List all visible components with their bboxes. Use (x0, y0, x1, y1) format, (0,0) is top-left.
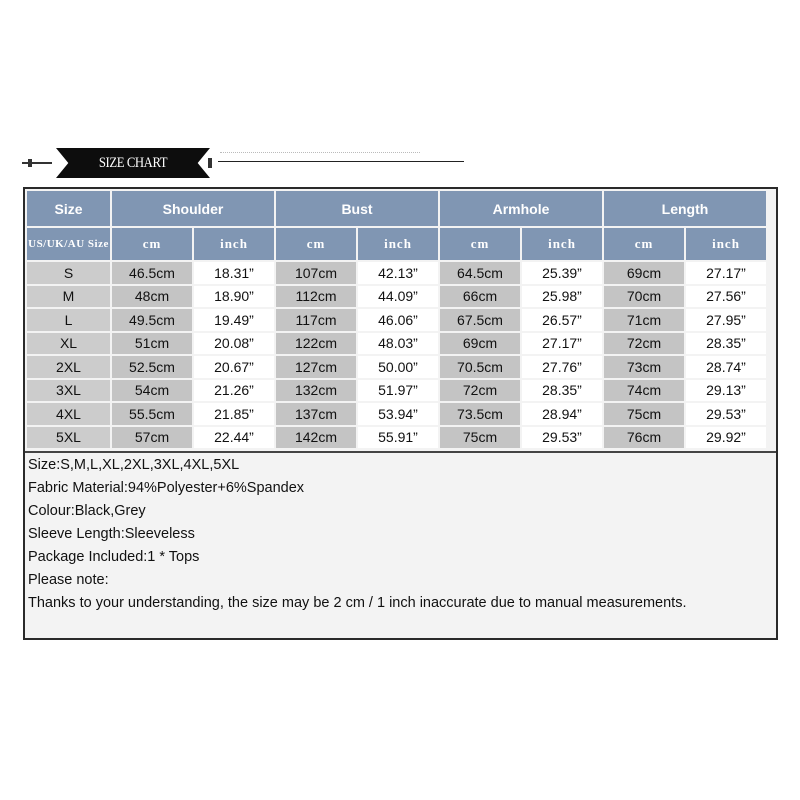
cm-value-cell: 73.5cm (440, 403, 520, 425)
table-row (27, 403, 766, 425)
inch-value-cell: 22.44” (194, 427, 274, 449)
length-header: Length (604, 191, 766, 226)
inch-value-cell: 18.31” (194, 262, 274, 284)
cm-value-cell: 70cm (604, 286, 684, 308)
shoulder-header: Shoulder (112, 191, 274, 226)
cm-value-cell: 64.5cm (440, 262, 520, 284)
unit-header: cm (604, 228, 684, 260)
banner-right-ornament (208, 158, 212, 168)
note-line: Sleeve Length:Sleeveless (28, 526, 195, 542)
table-row (27, 309, 766, 331)
inch-value-cell: 53.94” (358, 403, 438, 425)
cm-value-cell: 69cm (440, 333, 520, 355)
inch-value-cell: 28.74” (686, 356, 766, 378)
size-cell: XL (27, 333, 110, 355)
inch-value-cell: 48.03” (358, 333, 438, 355)
size-chart-banner (22, 144, 442, 182)
banner-title: SIZE CHART (98, 155, 168, 171)
inch-value-cell: 28.35” (522, 380, 602, 402)
cm-value-cell: 46.5cm (112, 262, 192, 284)
bust-header: Bust (276, 191, 438, 226)
table-row (27, 427, 766, 449)
inch-value-cell: 51.97” (358, 380, 438, 402)
inch-value-cell: 25.98” (522, 286, 602, 308)
cm-value-cell: 75cm (440, 427, 520, 449)
unit-header: inch (522, 228, 602, 260)
cm-value-cell: 55.5cm (112, 403, 192, 425)
cm-value-cell: 137cm (276, 403, 356, 425)
cm-value-cell: 127cm (276, 356, 356, 378)
inch-value-cell: 28.94” (522, 403, 602, 425)
cm-value-cell: 49.5cm (112, 309, 192, 331)
unit-header: cm (276, 228, 356, 260)
cm-value-cell: 75cm (604, 403, 684, 425)
unit-header: inch (686, 228, 766, 260)
note-line: Colour:Black,Grey (28, 503, 146, 519)
inch-value-cell: 27.76” (522, 356, 602, 378)
cm-value-cell: 72cm (604, 333, 684, 355)
cm-value-cell: 48cm (112, 286, 192, 308)
inch-value-cell: 46.06” (358, 309, 438, 331)
size-chart-frame (23, 187, 778, 640)
banner-rule (218, 161, 464, 162)
cm-value-cell: 112cm (276, 286, 356, 308)
inch-value-cell: 20.67” (194, 356, 274, 378)
inch-value-cell: 21.85” (194, 403, 274, 425)
cm-value-cell: 73cm (604, 356, 684, 378)
cm-value-cell: 70.5cm (440, 356, 520, 378)
notes-divider (25, 451, 776, 453)
cm-value-cell: 107cm (276, 262, 356, 284)
size-cell: 2XL (27, 356, 110, 378)
cm-value-cell: 66cm (440, 286, 520, 308)
inch-value-cell: 21.26” (194, 380, 274, 402)
inch-value-cell: 20.08” (194, 333, 274, 355)
table-row (27, 286, 766, 308)
unit-header: inch (358, 228, 438, 260)
inch-value-cell: 50.00” (358, 356, 438, 378)
size-cell: 3XL (27, 380, 110, 402)
cm-value-cell: 54cm (112, 380, 192, 402)
inch-value-cell: 18.90” (194, 286, 274, 308)
inch-value-cell: 19.49” (194, 309, 274, 331)
cm-value-cell: 132cm (276, 380, 356, 402)
note-line: Fabric Material:94%Polyester+6%Spandex (28, 480, 305, 496)
cm-value-cell: 67.5cm (440, 309, 520, 331)
size-rows (27, 262, 766, 448)
inch-value-cell: 28.35” (686, 333, 766, 355)
note-line: Package Included:1 * Tops (28, 549, 200, 565)
size-cell: 5XL (27, 427, 110, 449)
cm-value-cell: 51cm (112, 333, 192, 355)
table-row (27, 333, 766, 355)
inch-value-cell: 29.13” (686, 380, 766, 402)
inch-value-cell: 27.17” (522, 333, 602, 355)
size-cell: 4XL (27, 403, 110, 425)
inch-value-cell: 55.91” (358, 427, 438, 449)
cm-value-cell: 71cm (604, 309, 684, 331)
size-table (25, 189, 768, 450)
size-cell: M (27, 286, 110, 308)
cm-value-cell: 52.5cm (112, 356, 192, 378)
table-row (27, 356, 766, 378)
cm-value-cell: 122cm (276, 333, 356, 355)
unit-header: inch (194, 228, 274, 260)
unit-header: cm (440, 228, 520, 260)
cm-value-cell: 142cm (276, 427, 356, 449)
inch-value-cell: 29.53” (686, 403, 766, 425)
inch-value-cell: 25.39” (522, 262, 602, 284)
cm-value-cell: 69cm (604, 262, 684, 284)
cm-value-cell: 72cm (440, 380, 520, 402)
inch-value-cell: 27.56” (686, 286, 766, 308)
banner-dotted-rule (220, 152, 420, 153)
cm-value-cell: 57cm (112, 427, 192, 449)
unit-header: cm (112, 228, 192, 260)
size-cell: L (27, 309, 110, 331)
inch-value-cell: 44.09” (358, 286, 438, 308)
unit-header-row (27, 228, 766, 260)
table-row (27, 380, 766, 402)
inch-value-cell: 29.53” (522, 427, 602, 449)
cm-value-cell: 117cm (276, 309, 356, 331)
banner-left-ornament (22, 162, 52, 164)
size-cell: S (27, 262, 110, 284)
product-notes (27, 454, 774, 615)
note-line: Size:S,M,L,XL,2XL,3XL,4XL,5XL (28, 457, 240, 473)
armhole-header: Armhole (440, 191, 602, 226)
cm-value-cell: 76cm (604, 427, 684, 449)
note-line: Thanks to your understanding, the size may be 2 cm / 1 inch inaccurate due to manual measurements. (28, 595, 687, 611)
cm-value-cell: 74cm (604, 380, 684, 402)
inch-value-cell: 42.13” (358, 262, 438, 284)
inch-value-cell: 29.92” (686, 427, 766, 449)
group-header-row (27, 191, 766, 226)
inch-value-cell: 26.57” (522, 309, 602, 331)
size-unit-label: US/UK/AU Size (27, 228, 110, 260)
inch-value-cell: 27.17” (686, 262, 766, 284)
inch-value-cell: 27.95” (686, 309, 766, 331)
table-row (27, 262, 766, 284)
note-line: Please note: (28, 572, 109, 588)
size-column-header: Size (27, 191, 110, 226)
